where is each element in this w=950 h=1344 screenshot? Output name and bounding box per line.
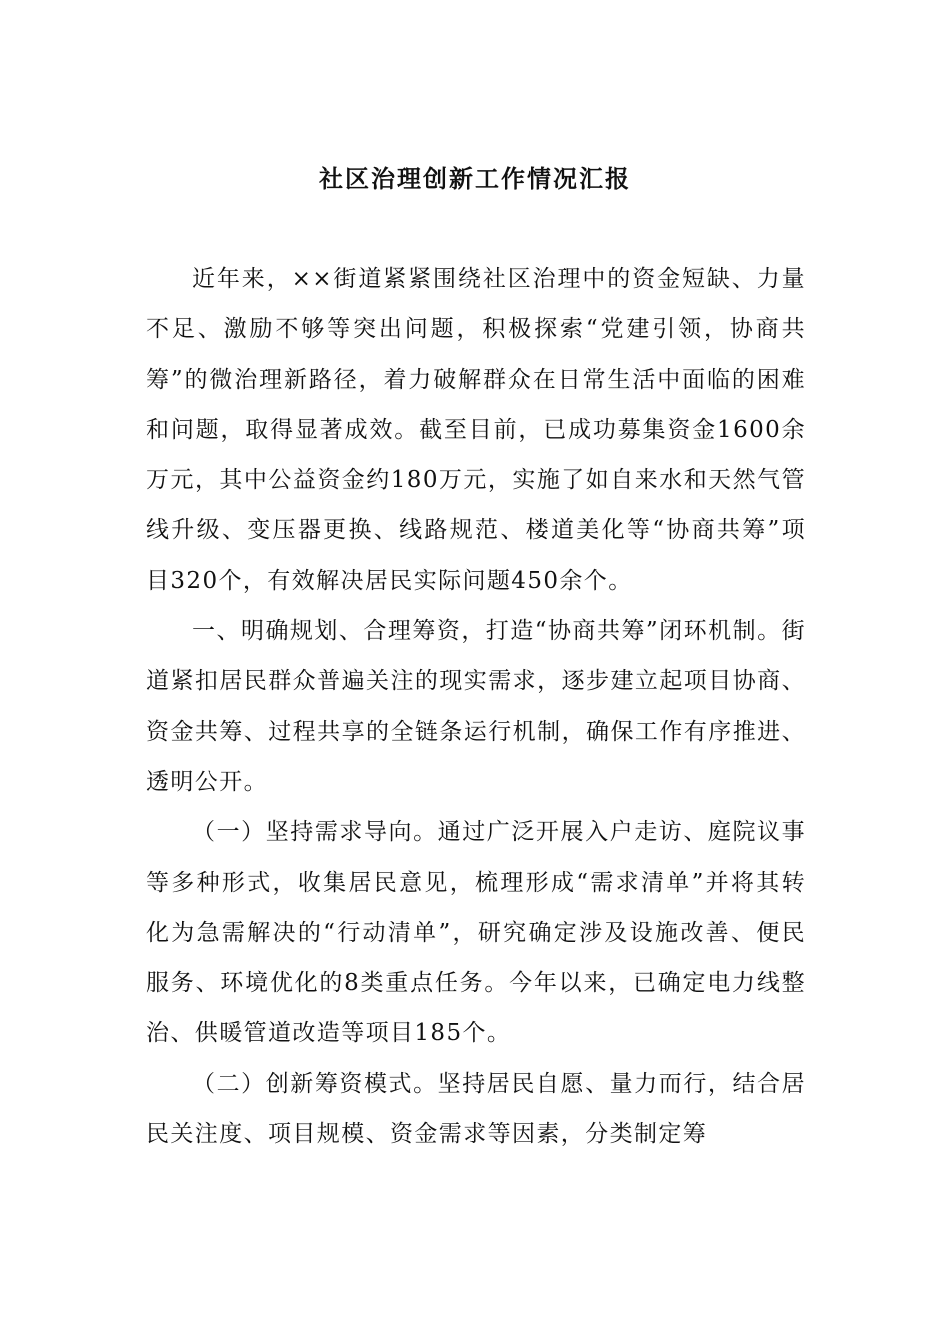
- paragraph-subsection-1: （一）坚持需求导向。通过广泛开展入户走访、庭院议事等多种形式，收集居民意见，梳理形成“需求清单”并将其转化为急需解决的“行动清单”，研究确定涉及设施改善、便民服务、环境优化的8类重点任务。今年以来，已确定电力线整治、供暖管道改造等项目185个。: [146, 819, 806, 1047]
- paragraph-section-1: 一、明确规划、合理筹资，打造“协商共筹”闭环机制。街道紧扣居民群众普遍关注的现实需求，逐步建立起项目协商、资金共筹、过程共享的全链条运行机制，确保工作有序推进、透明公开。: [146, 618, 806, 795]
- paragraph-subsection-2: （二）创新筹资模式。坚持居民自愿、量力而行，结合居民关注度、项目规模、资金需求等因素，分类制定筹: [146, 1070, 806, 1148]
- paragraph-intro: 近年来，××街道紧紧围绕社区治理中的资金短缺、力量不足、激励不够等突出问题，积极探索“党建引领，协商共筹”的微治理新路径，着力破解群众在日常生活中面临的困难和问题，取得显著成效。截至目前，已成功募集资金1600余万元，其中公益资金约180万元，实施了如自来水和天然气管线升级、变压器更换、线路规范、楼道美化等“协商共筹”项目320个，有效解决居民实际问题450余个。: [146, 266, 806, 594]
- document-title: 社区治理创新工作情况汇报: [319, 164, 631, 193]
- document-body: [146, 254, 806, 1159]
